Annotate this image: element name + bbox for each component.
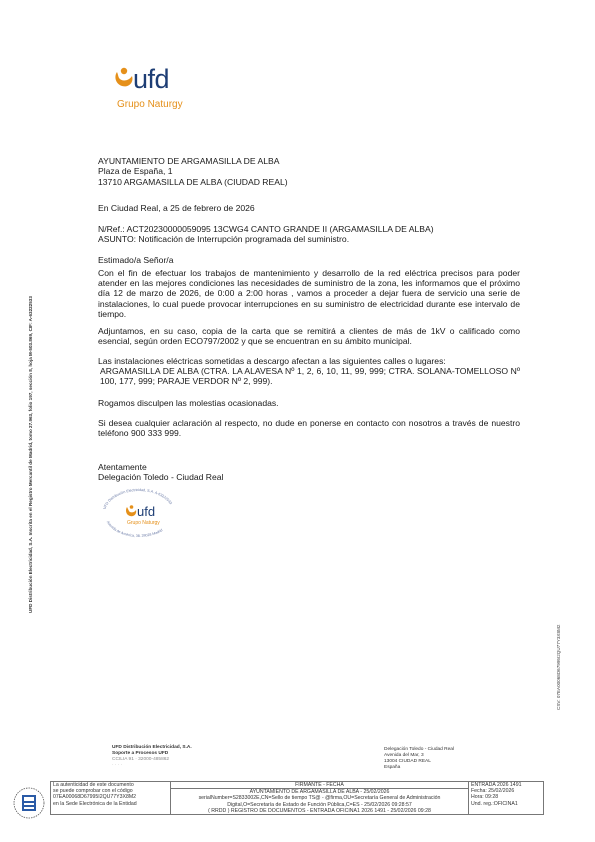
closing: Atentamente (98, 462, 147, 472)
footer-delegation-block (384, 747, 454, 771)
footer-company-dept: Soporte a Procesos UFD (112, 751, 169, 756)
reference-line: N/Ref.: ACT20230000059095 13CWG4 CANTO GRANDE II (ARGAMASILLA DE ALBA) (98, 224, 434, 234)
body-paragraph: Con el fin de efectuar los trabajos de mantenimiento y desarrollo de la red eléctrica precisos para poder atender en las mejores condiciones las necesidades de suministro de la zona, les informamos que el próximo día 12 de marzo de 2026, de 0:00 a 2:00 horas , vamos a proceder a dejar fuera de servicio una serie de instalaciones, lo cual puede provocar interrupciones en su suministro de electricidad durante ese intervalo de tiempo. (98, 268, 520, 319)
legal-side-text: UFD Distribución Electricidad, S.A. Inscrita en el Registro Mercantil de Madrid, tomo 27.963, folio 197, sección 8, hoja M-503.869, CIF: A-63222533 (28, 296, 33, 613)
logo-word: ufd (133, 64, 170, 94)
logo-mark-icon (113, 66, 135, 92)
registry-entry-time: Hora: 09:28 (471, 794, 499, 801)
affected-streets: ARGAMASILLA DE ALBA (CTRA. LA ALAVESA Nº 1, 2, 6, 10, 11, 99, 999; CTRA. SOLANA-TOMELLOSO Nº 100, 177, 999; PARAJE VERDOR Nº 2, 999). (100, 366, 520, 387)
registry-entry-date: Fecha: 25/02/2026 (471, 788, 515, 795)
registry-verification-cell (51, 782, 171, 815)
footer-company-line: · · · · (112, 763, 123, 768)
registry-signer-line: ( RRDD ) REGISTRO DE DOCUMENTOS - ENTRADA OFICINA1 2026 1491 - 25/02/2026 09:28 (208, 807, 431, 814)
stamp-seal-icon (97, 485, 181, 539)
registry-signer-header: FIRMANTE - FECHA (171, 782, 469, 789)
registry-seal-icon (12, 786, 46, 820)
footer-company-name: UFD Distribución Electricidad, S.A. (112, 745, 192, 750)
recipient-address (98, 156, 288, 187)
footer-delegation-line: España (384, 765, 401, 770)
stamp-arc-top: UFD Distribución Electricidad, S.A. A-63222533 (102, 487, 173, 510)
registry-table (50, 781, 544, 815)
footer-company-line: CCILIA 91 · 32000-485862 (112, 757, 170, 762)
registry-entry-cell (469, 782, 544, 815)
registry-signer-line: AYUNTAMIENTO DE ARGAMASILLA DE ALBA - 25/02/2026 (249, 789, 390, 796)
date-line: En Ciudad Real, a 25 de febrero de 2026 (98, 203, 255, 213)
registry-entry-unit: Und. reg.:OFICINA1 (471, 800, 518, 807)
stamp-arc-bottom: Avenida de América, 38. 28028 Madrid (105, 520, 164, 539)
registry-signers-cell (171, 789, 469, 815)
ufd-logo (113, 66, 203, 116)
recipient-line: AYUNTAMIENTO DE ARGAMASILLA DE ALBA (98, 156, 280, 166)
greeting: Estimado/a Señor/a (98, 255, 174, 265)
body-paragraph: Si desea cualquier aclaración al respecto, no dude en ponerse en contacto con nosotros a través de nuestro teléfono 900 333 999. (98, 418, 520, 439)
company-stamp (97, 485, 181, 539)
footer-delegation-line: Delegación Toledo - Ciudad Real (384, 747, 455, 752)
registry-verification-line: La autenticidad de este documento (53, 782, 134, 788)
logo-subtitle: Grupo Naturgy (117, 99, 183, 110)
csv-side-text: CSV: 07EA00068D67995I2QU77Y3X8M2 (556, 624, 561, 710)
registry-verification-line: en la Sede Electrónica de la Entidad (53, 800, 137, 807)
footer-delegation-line: Avenida del Mar, 3 (384, 753, 424, 758)
footer-company-block (112, 745, 192, 769)
footer-delegation-line: 13004 CIUDAD REAL (384, 759, 431, 764)
recipient-line: 13710 ARGAMASILLA DE ALBA (CIUDAD REAL) (98, 176, 288, 187)
recipient-line: Plaza de España, 1 (98, 166, 173, 177)
registry-verification-line: se puede comprobar con el código (53, 788, 133, 795)
registry-entry-number: ENTRADA 2026 1491 (471, 782, 522, 788)
registry-signer-line: serialNumber=S2833002E,CN=Sello de tiempo TS@ - @firma,OU=Secretaría General de Administración (198, 795, 441, 802)
stamp-word: ufd (137, 504, 156, 519)
registry-signer-line: Digital,O=Secretaría de Estado de Función Pública,C=ES - 25/02/2026 09:28:57 (227, 801, 412, 808)
body-paragraph: Adjuntamos, en su caso, copia de la carta que se remitirá a clientes de más de 1kV o calificado como esencial, según orden ECO797/2002 y que se encuentran en su ámbito municipal. (98, 326, 520, 347)
body-paragraph: Rogamos disculpen las molestias ocasionadas. (98, 398, 279, 408)
body-paragraph: Las instalaciones eléctricas sometidas a descargo afectan a las siguientes calles o lugares: (98, 356, 446, 366)
subject-line: ASUNTO: Notificación de Interrupción programada del suministro. (98, 234, 350, 244)
signature: Delegación Toledo - Ciudad Real (98, 472, 224, 482)
registry-verification-code: 07EA00068D67995I2QU77Y3X8M2 (53, 794, 137, 801)
stamp-subtitle: Grupo Naturgy (127, 520, 160, 526)
